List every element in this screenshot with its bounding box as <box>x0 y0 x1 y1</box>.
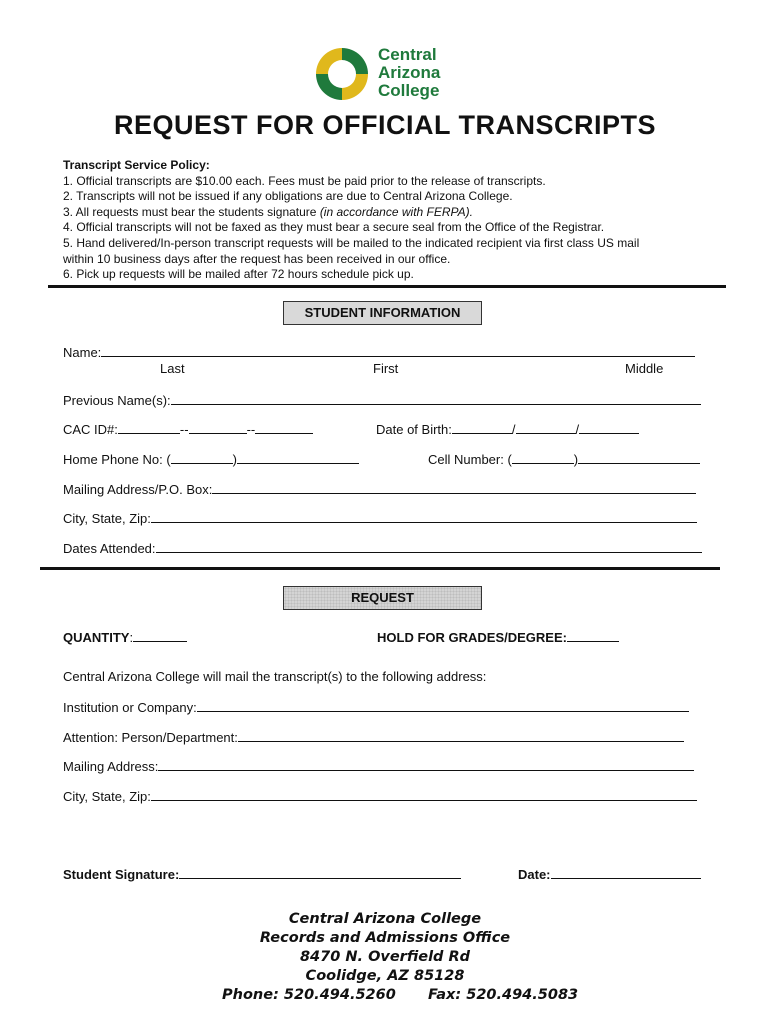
hold-row: HOLD FOR GRADES/DEGREE: <box>377 629 619 645</box>
home-phone-field[interactable] <box>237 451 359 464</box>
quantity-row: QUANTITY: <box>63 629 187 645</box>
home-phone-area-field[interactable] <box>171 451 233 464</box>
hold-field[interactable] <box>567 629 619 642</box>
middle-label: Middle <box>625 361 664 376</box>
policy-item-2: 2. Transcripts will not be issued if any obligations are due to Central Arizona College. <box>63 189 513 204</box>
cac-id-field-3[interactable] <box>255 421 313 434</box>
dates-attended-field[interactable] <box>156 540 702 553</box>
footer-phone: Phone: 520.494.5260 <box>222 987 396 1003</box>
cell-area-field[interactable] <box>512 451 574 464</box>
divider <box>40 567 720 570</box>
dates-attended-row: Dates Attended: <box>63 540 702 556</box>
footer-address: Central Arizona College Records and Admissions Office 8470 N. Overfield Rd Coolidge, AZ 85128 <box>259 911 511 984</box>
policy-item-6: 6. Pick up requests will be mailed after 72 hours schedule pick up. <box>63 267 414 282</box>
cell-field[interactable] <box>578 451 700 464</box>
mail-note: Central Arizona College will mail the transcript(s) to the following address: <box>63 669 487 684</box>
request-city-row: City, State, Zip: <box>63 788 697 804</box>
request-city-field[interactable] <box>151 788 697 801</box>
college-logo-mark-icon <box>312 44 372 104</box>
attention-field[interactable] <box>238 729 684 742</box>
dob-row: Date of Birth: / / <box>376 421 639 437</box>
policy-item-1: 1. Official transcripts are $10.00 each. Fees must be paid prior to the release of transcripts. <box>63 173 546 188</box>
cac-id-row: CAC ID#: -- -- <box>63 421 313 437</box>
name-row: Name: <box>63 344 695 360</box>
signature-date-field[interactable] <box>551 866 701 879</box>
college-logo-text: Central Arizona College <box>378 45 441 100</box>
footer-fax: Fax: 520.494.5083 <box>428 987 579 1003</box>
policy-item-5a: 5. Hand delivered/In-person transcript requests will be mailed to the indicated recipient via first class US mail <box>63 235 640 250</box>
cell-row: Cell Number: ( ) <box>428 451 700 467</box>
previous-names-row: Previous Name(s): <box>63 392 701 408</box>
policy-item-4: 4. Official transcripts will not be faxed as they must bear a secure seal from the Office of the Registrar. <box>63 220 605 235</box>
request-heading: REQUEST <box>283 586 482 610</box>
cac-id-field-1[interactable] <box>118 421 180 434</box>
city-field[interactable] <box>151 510 697 523</box>
policy-item-3: 3. All requests must bear the students signature (in accordance with FERPA). <box>63 204 473 219</box>
dob-year-field[interactable] <box>579 421 639 434</box>
policy-item-5b: within 10 business days after the request has been received in our office. <box>63 251 451 266</box>
cac-id-field-2[interactable] <box>189 421 247 434</box>
divider <box>48 285 726 288</box>
page-title: REQUEST FOR OFFICIAL TRANSCRIPTS <box>113 110 656 140</box>
signature-date-row: Date: <box>518 866 701 882</box>
attention-row: Attention: Person/Department: <box>63 729 684 745</box>
previous-names-field[interactable] <box>171 392 701 405</box>
mailing-address-row: Mailing Address/P.O. Box: <box>63 481 696 497</box>
signature-row: Student Signature: <box>63 866 461 882</box>
policy-section <box>63 158 639 283</box>
policy-heading: Transcript Service Policy: <box>63 158 210 172</box>
mailing-address-field[interactable] <box>212 481 696 494</box>
institution-row: Institution or Company: <box>63 699 689 715</box>
last-label: Last <box>160 361 185 376</box>
city-row: City, State, Zip: <box>63 510 697 526</box>
student-info-heading: STUDENT INFORMATION <box>283 301 482 325</box>
dob-month-field[interactable] <box>452 421 512 434</box>
request-mailing-row: Mailing Address: <box>63 758 694 774</box>
signature-field[interactable] <box>179 866 461 879</box>
first-label: First <box>373 361 399 376</box>
dob-day-field[interactable] <box>516 421 576 434</box>
quantity-field[interactable] <box>133 629 187 642</box>
home-phone-row: Home Phone No: ( ) <box>63 451 359 467</box>
name-field[interactable] <box>101 344 695 357</box>
institution-field[interactable] <box>197 699 689 712</box>
request-mailing-field[interactable] <box>158 758 694 771</box>
